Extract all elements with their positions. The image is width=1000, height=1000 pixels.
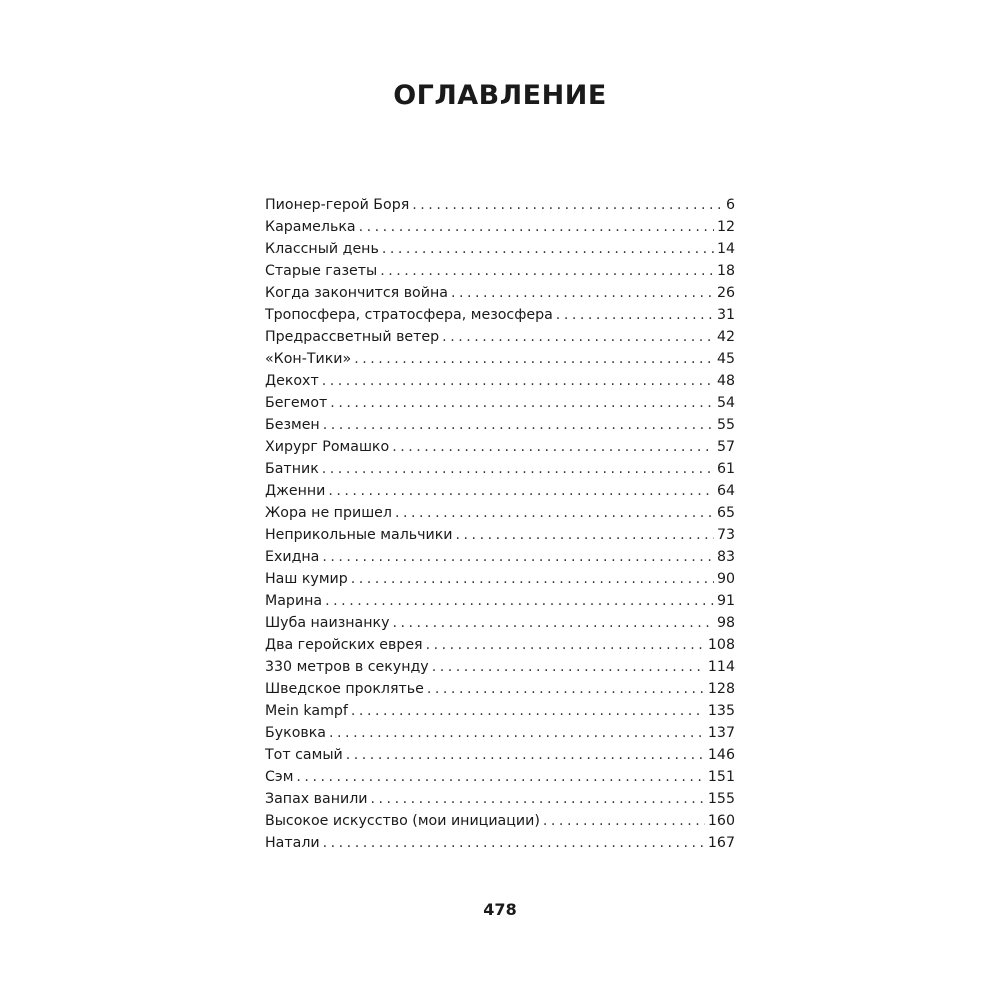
toc-entry	[265, 722, 735, 744]
toc-entry-page: 151	[707, 769, 735, 785]
toc-entry	[265, 480, 735, 502]
toc-entry	[265, 744, 735, 766]
toc-entry-title: Тропосфера, стратосфера, мезосфера	[265, 307, 553, 323]
toc-entry-page: 108	[707, 637, 735, 653]
toc-entry-page: 167	[707, 835, 735, 851]
toc-entry-title: 330 метров в секунду	[265, 659, 429, 675]
dot-leader	[371, 788, 705, 810]
dot-leader	[329, 722, 705, 744]
toc-entry-page: 114	[707, 659, 735, 675]
toc-entry-title: Пионер-герой Боря	[265, 197, 410, 213]
dot-leader	[380, 260, 714, 282]
toc-entry	[265, 524, 735, 546]
dot-leader	[427, 678, 705, 700]
toc-entry	[265, 832, 735, 854]
toc-entry-page: 73	[716, 527, 735, 543]
toc-entry-title: Когда закончится война	[265, 285, 448, 301]
toc-entry-title: Старые газеты	[265, 263, 378, 279]
toc-entry	[265, 590, 735, 612]
toc-entry-page: 90	[716, 571, 735, 587]
toc-entry-page: 61	[716, 461, 735, 477]
toc-entry-title: Натали	[265, 835, 320, 851]
dot-leader	[323, 832, 705, 854]
toc-entry-title: Два геройских еврея	[265, 637, 423, 653]
dot-leader	[442, 326, 714, 348]
toc-entry-page: 83	[716, 549, 735, 565]
toc-entry-title: Бегемот	[265, 395, 328, 411]
dot-leader	[412, 194, 723, 216]
dot-leader	[330, 392, 714, 414]
toc-entry-title: Классный день	[265, 241, 379, 257]
dot-leader	[354, 348, 714, 370]
dot-leader	[346, 744, 705, 766]
toc-entry-title: Жора не пришел	[265, 505, 392, 521]
toc-entry-title: Безмен	[265, 417, 320, 433]
toc-entry-title: Хирург Ромашко	[265, 439, 390, 455]
toc-entry-title: Наш кумир	[265, 571, 348, 587]
toc-entry-title: Высокое искусство (мои инициации)	[265, 813, 540, 829]
dot-leader	[325, 590, 714, 612]
toc-entry-page: 57	[716, 439, 735, 455]
toc-entry-title: Неприкольные мальчики	[265, 527, 453, 543]
toc-entry-page: 31	[716, 307, 735, 323]
toc-entry-title: Шуба наизнанку	[265, 615, 390, 631]
toc-entry-page: 12	[716, 219, 735, 235]
toc-entry-page: 42	[716, 329, 735, 345]
toc-entry-title: Запах ванили	[265, 791, 368, 807]
dot-leader	[328, 480, 714, 502]
toc-entry	[265, 392, 735, 414]
toc-entry-page: 160	[707, 813, 735, 829]
dot-leader	[382, 238, 714, 260]
toc-entry-title: Шведское проклятье	[265, 681, 424, 697]
toc-entry	[265, 238, 735, 260]
toc-entry-page: 54	[716, 395, 735, 411]
toc-entry-page: 55	[716, 417, 735, 433]
toc-entry-page: 135	[707, 703, 735, 719]
toc-entry	[265, 326, 735, 348]
toc-entry-page: 26	[716, 285, 735, 301]
toc-entry	[265, 766, 735, 788]
toc-entry-page: 98	[716, 615, 735, 631]
dot-leader	[392, 612, 713, 634]
toc-entry-title: Декохт	[265, 373, 319, 389]
toc-entry	[265, 502, 735, 524]
toc-entry	[265, 348, 735, 370]
toc-entry-title: Сэм	[265, 769, 294, 785]
dot-leader	[296, 766, 705, 788]
dot-leader	[322, 546, 714, 568]
toc-entry	[265, 700, 735, 722]
toc-entry-title: «Кон-Тики»	[265, 351, 352, 367]
dot-leader	[543, 810, 705, 832]
dot-leader	[432, 656, 705, 678]
toc-entry	[265, 194, 735, 216]
toc-entry	[265, 370, 735, 392]
toc-entry-page: 155	[707, 791, 735, 807]
toc-entry	[265, 282, 735, 304]
toc-entry	[265, 788, 735, 810]
dot-leader	[556, 304, 714, 326]
toc-entry-title: Буковка	[265, 725, 327, 741]
toc-entry	[265, 436, 735, 458]
page-number: 478	[483, 900, 517, 919]
toc-entry	[265, 568, 735, 590]
toc-entry	[265, 216, 735, 238]
dot-leader	[323, 414, 714, 436]
dot-leader	[451, 282, 714, 304]
toc-entry	[265, 260, 735, 282]
toc-entry	[265, 678, 735, 700]
toc-entry	[265, 414, 735, 436]
toc-entry-page: 128	[707, 681, 735, 697]
toc-entry-page: 146	[707, 747, 735, 763]
toc-entry-page: 91	[716, 593, 735, 609]
toc-entry-page: 45	[716, 351, 735, 367]
dot-leader	[351, 568, 714, 590]
toc-entry-page: 48	[716, 373, 735, 389]
dot-leader	[456, 524, 714, 546]
toc-entry-page: 14	[716, 241, 735, 257]
toc-entry-title: Карамелька	[265, 219, 356, 235]
toc-entry	[265, 634, 735, 656]
dot-leader	[395, 502, 714, 524]
dot-leader	[426, 634, 705, 656]
toc-entry-title: Mein kampf	[265, 703, 348, 719]
toc-entry-page: 64	[716, 483, 735, 499]
toc-entry	[265, 458, 735, 480]
toc-entry-title: Марина	[265, 593, 323, 609]
table-of-contents	[265, 194, 735, 854]
toc-entry	[265, 546, 735, 568]
toc-entry	[265, 656, 735, 678]
toc-entry-title: Тот самый	[265, 747, 343, 763]
toc-entry	[265, 304, 735, 326]
toc-entry-page: 65	[716, 505, 735, 521]
toc-entry-title: Предрассветный ветер	[265, 329, 440, 345]
toc-entry-page: 18	[716, 263, 735, 279]
toc-entry-page: 137	[707, 725, 735, 741]
dot-leader	[392, 436, 714, 458]
dot-leader	[322, 370, 714, 392]
toc-entry-title: Дженни	[265, 483, 326, 499]
page-title: ОГЛАВЛЕНИЕ	[393, 80, 607, 111]
dot-leader	[359, 216, 714, 238]
toc-entry	[265, 810, 735, 832]
toc-entry-page: 6	[725, 197, 735, 213]
dot-leader	[322, 458, 714, 480]
dot-leader	[351, 700, 705, 722]
toc-entry-title: Ехидна	[265, 549, 320, 565]
toc-entry	[265, 612, 735, 634]
toc-entry-title: Батник	[265, 461, 319, 477]
